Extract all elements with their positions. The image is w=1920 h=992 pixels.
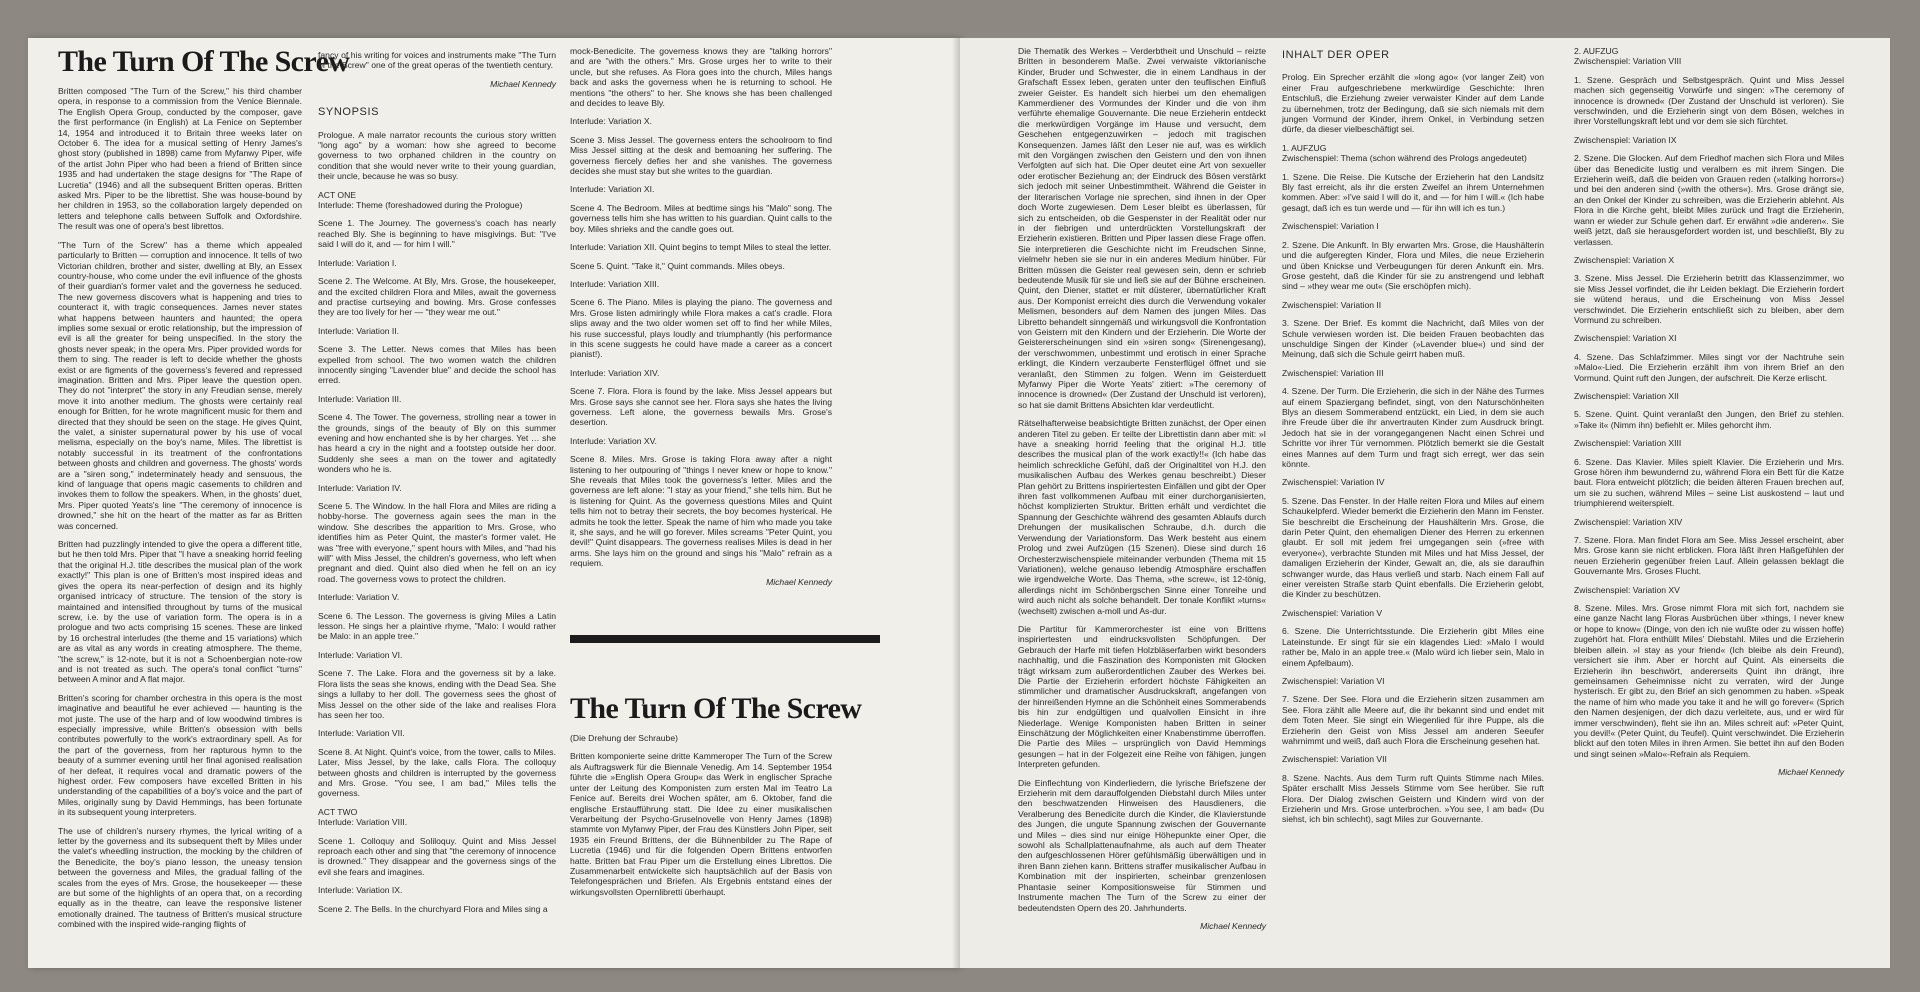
essay-paragraph: Britten had puzzlingly intended to give the opera a different title, but he then told Mrs. Piper that "I have a sneaking horrid feeling that the original H.J. title describes the musical plan of the work exactly!" This plan is one of Britten's most inspired ideas and gives the opera its near-perfection of design and its highly organised intricacy of structure. The tension of the story is maintained and intensified throughout by turns of the musical screw, i.e. by the use of variation form. The opera is in a prologue and two acts comprising 15 scenes. These are linked by 16 orchestral interludes (the theme and 15 variations) which are as vital as any words in creating atmosphere. The theme, "the screw," is 12-note, but it is not a Schoenbergian note-row and is not treated as such. The opera's tonal conflict "turns" between A minor and A flat major. bbox=[58, 539, 302, 685]
author-signature: Michael Kennedy bbox=[490, 78, 556, 89]
essay-paragraph: "The Turn of the Screw" has a theme which appealed particularly to Britten — corruption and innocence. It tells of two Victorian children, brother and sister, dwelling at Bly, an Essex country-house, who come under the evil influence of the ghosts of their guardian's former valet and the governess he seduced. The new governess discovers what is happening and tries to counteract it, with tragic consequences. James never states what happens between haunters and haunted; the opera implies some sexual or erotic relationship, but the impression of evil is all the greater for being unspecified. In the story the ghosts never speak; in the opera Mrs. Piper provided words for them to sing. The reader is left to decide whether the ghosts exist or are figments of the governess's fevered and repressed imagination. Britten and Mrs. Piper leave the question open. They do not "interpret" the story in any Freudian sense, merely move it into another medium. The ghosts were certainly real enough for Britten, for he wrote magnificent music for them and directed that they should be seen on the stage. He gives Quint, the valet, a sinister supernatural power by his use of vocal melisma, especially on the boy's name, Miles. The librettist is notably successful in its treatment of the confrontations between ghosts and children and governess. The ghosts' words are a "siren song," indeterminately heady and sensuous, the kind of language that opens magic casements to children and invokes them to follow the speakers. When, in the ghosts' duet, Mrs. Piper quoted Yeats's line "The ceremony of innocence is drowned," she hit on the heart of the matter as far as Britten was concerned. bbox=[58, 239, 302, 531]
inhalt-item: 8. Szene. Nachts. Aus dem Turm ruft Quints Stimme nach Miles. Später erschallt Miss Jessels Stimme vom See herüber. Sie ruft Flora. Der Dialog zwischen Geistern und Kindern wird von der Erzieherin und Mrs. Grose unterbrochen. »You see, I am bad« (Du siehst, ich bin schlecht), sagt Miles zur Gouvernante. bbox=[1282, 772, 1544, 825]
synopsis-prologue: Prologue. A male narrator recounts the curious story written "long ago" by a woman: how she agreed to become governess to two orphaned children in the country on condition that she would never write to their young guardian, their uncle, because he was so busy. bbox=[318, 129, 556, 182]
inhalt-item: Prolog. Ein Sprecher erzählt die »long ago« (vor langer Zeit) von einer Frau aufgeschriebene merkwürdige Geschichte: Ihren Entschluß, die Erziehung zweier verwaister Kinder auf dem Lande zu übernehmen, trotz der Bedingung, daß sie sich niemals mit dem jungen Vormund der Kinder, ihrem Onkel, in Verbindung setzen dürfe, da dieser vielbeschäftigt sei. bbox=[1282, 72, 1544, 135]
column-6 bbox=[1574, 46, 1844, 958]
synopsis-item: Scene 8. Miles. Mrs. Grose is taking Flora away after a night listening to her outpouring of "things I never knew or hope to know." She reveals that Miles took the governess's letter. Miles and the governess are left alone: "I stay as your friend," she tells him. But he is listening for Quint. As the governess questions Miles and Quint tells him not to betray their secrets, the boy becomes hysterical. He admits he took the letter. Speak the name of him who made you take it, she says, and he will go forever. Miles screams "Peter Quint, you devil!" Quint disappears. The governess realises Miles is dead in her arms. She lays him on the ground and sings his "Malo" refrain as a requiem. bbox=[570, 454, 832, 569]
inhalt-item: 6. Szene. Das Klavier. Miles spielt Klavier. Die Erzieherin und Mrs. Grose hören ihm bewundernd zu, während Flora ein Bett für die Katze baut. Flora entweicht plötzlich; die beiden älteren Frauen brechen auf, um sie zu suchen, während Miles – seine List auskostend – laut und triumphierend weiterspielt. bbox=[1574, 456, 1844, 509]
essay-paragraph: Britten's scoring for chamber orchestra in this opera is the most imaginative and beautiful he ever achieved — haunting is the mot juste. The use of the harp and of low woodwind timbres is especially impressive, while Britten's obsession with bells contributes powerfully to the work's extraordinary spell. As for the part of the governess, from her rapturous hymn to the beauty of a summer evening until her final agonised realisation of her defeat, it requires vocal and dramatic powers of the highest order. Few composers have excelled Britten in his understanding of the capabilities of a boy's voice and the part of Miles, originally sung by David Hemmings, has been fortunate in its subsequent young interpreters. bbox=[58, 692, 302, 818]
essay-ending: fancy of his writing for voices and instruments make "The Turn of the Screw" one of the great operas of the twentieth century. bbox=[318, 50, 556, 71]
inhalt-item: Zwischenspiel: Variation XIII bbox=[1574, 438, 1682, 449]
author-signature: Michael Kennedy bbox=[1778, 767, 1844, 778]
synopsis-item: Scene 6. The Piano. Miles is playing the piano. The governess and Mrs. Grose listen admiringly while Flora makes a cat's cradle. Flora slips away and the two older women set off to find her while Miles, his ruse successful, plays loudly and triumphantly (his performance in this scene suggests he could have made a career as a concert pianist!). bbox=[570, 297, 832, 360]
inhalt-item: Zwischenspiel: Variation II bbox=[1282, 299, 1382, 310]
inhalt-item: 1. Szene. Die Reise. Die Kutsche der Erzieherin hat den Landsitz Bly fast erreicht, als ihr die ersten Zweifel an ihrem Unternehmen kommen. Aber: »I've said I will do it, and — for him I will.« (Ich habe gesagt, daß ich es tun werde und — für ihn will ich es tun.) bbox=[1282, 171, 1544, 213]
column-3 bbox=[570, 46, 862, 958]
inhalt-item: 1. Szene. Gespräch und Selbstgespräch. Quint und Miss Jessel machen sich gegenseitig Vorwürfe und singen: »The ceremony of innocence is drowned« (Der Zustand der Unschuld ist verloren). Sie verschwinden, und die Erzieherin singt von dem Bösen, welches in ihrer Vorstellungskraft lebt und vor dem sie sich fürchtet. bbox=[1574, 74, 1844, 127]
interlude-variation-8: Interlude: Variation VIII. bbox=[318, 817, 408, 828]
inhalt-item: Zwischenspiel: Variation XII bbox=[1574, 390, 1679, 401]
inhalt-item: 2. Szene. Die Ankunft. In Bly erwarten Mrs. Grose, die Haushälterin und die aufgeregten Kinder, Flora und Miles, die neue Erzieherin und üben Knickse und Verbeugungen für deren Ankunft ein. Mrs. Grose gesteht, daß die Kinder für sie zu anstrengend und lebhaft sind – »they wear me out« (Sie erschöpfen mich). bbox=[1282, 239, 1544, 292]
inhalt-item: Zwischenspiel: Variation VI bbox=[1282, 675, 1385, 686]
act-two-heading: ACT TWO bbox=[318, 806, 358, 817]
page-title-english: The Turn Of The Screw bbox=[58, 45, 350, 78]
left-page bbox=[28, 38, 960, 968]
column-2 bbox=[318, 50, 556, 958]
synopsis-heading: SYNOPSIS bbox=[318, 106, 380, 119]
synopsis-item: Scene 4. The Bedroom. Miles at bedtime sings his "Malo" song. The governess tells him she has written to his guardian. Quint calls to the boy. Miles shrieks and the candle goes out. bbox=[570, 202, 832, 234]
act-one-heading: ACT ONE bbox=[318, 189, 357, 200]
synopsis-item: mock-Benedicite. The governess knows they are "talking horrors" and are "with the others." Mrs. Grose urges her to write to their uncle, but she refuses. As Flora goes into the church, Miles hangs back and asks the governess when he is returning to school. He mentions "the others" to her. She knows she has been challenged and decides to leave Bly. bbox=[570, 46, 832, 109]
synopsis-item: Interlude: Variation IX. bbox=[318, 885, 403, 896]
synopsis-item: Interlude: Variation XI. bbox=[570, 184, 655, 195]
inhalt-item: Zwischenspiel: Variation V bbox=[1282, 607, 1383, 618]
synopsis-item: Scene 8. At Night. Quint's voice, from the tower, calls to Miles. Later, Miss Jessel, by the lake, calls Flora. The colloquy between ghosts and children is interrupted by the governess and Mrs. Grose. "You see, I am bad," Miles tells the governess. bbox=[318, 746, 556, 799]
german-paragraph: Die Einflechtung von Kinderliedern, die lyrische Briefszene der Erzieherin mit dem darauffolgenden Diebstahl durch Miles unter den beschwatzenden Hinweisen des Hausdieners, die Veralberung des Benedicite durch die Kinder, die Klavierstunde des Jungen, die ungute Spannung zwischen der Gouvernante und Miles – dies sind nur einige Höhepunkte einer Oper, die sowohl als Schallplattenaufnahme, als auch auf dem Theater den aufgeschlossenen Hörer gefühlsmäßig überwältigen und in ihren Bann ziehen kann. Brittens straffer musikalischer Aufbau in Kombination mit der inspirierten, scheinbar grenzenlosen Phantasie seiner Kompositionsweise für Stimmen und Instrumente machen The Turn of the Screw zu einer der bedeutendsten Opern des 20. Jahrhunderts. bbox=[1018, 777, 1266, 913]
synopsis-item: Scene 3. Miss Jessel. The governess enters the schoolroom to find Miss Jessel sitting at the desk and bemoaning her suffering. The governess fiercely defies her and she vanishes. The governess decides she must stay but she writes to the guardian. bbox=[570, 134, 832, 177]
inhalt-item: Zwischenspiel: Variation IX bbox=[1574, 134, 1677, 145]
synopsis-item: Interlude: Variation I. bbox=[318, 257, 397, 268]
essay-paragraph: The use of children's nursery rhymes, the lyrical writing of a letter by the governess and its subsequent theft by Miles under the valet's wheedling instruction, the mocking by the children of the Benedicite, the boy's piano lesson, the uneasy tension between the governess and Miles, the gradual falling of the scales from the eyes of Mrs. Grose, the housekeeper — these are but some of the highlights of an opera that, on a recording equally as in the theatre, can leave the responsive listener emotionally drained. The tautness of Britten's musical structure combined with the inspired wide-ranging flights of bbox=[58, 825, 302, 930]
synopsis-item: Interlude: Variation VI. bbox=[318, 649, 403, 660]
inhalt-heading: INHALT DER OPER bbox=[1282, 49, 1390, 61]
inhalt-item: Zwischenspiel: Variation IV bbox=[1282, 477, 1385, 488]
synopsis-item: Interlude: Variation IV. bbox=[318, 482, 402, 493]
synopsis-item: Scene 4. The Tower. The governess, strolling near a tower in the grounds, sings of the beauty of Bly on this summer evening and how enchanted she is by her charges. Yet … she has heard a cry in the night and a footstep outside her door. Suddenly she sees a man on the tower and agitatedly wonders who he is. bbox=[318, 412, 556, 475]
synopsis-item: Interlude: Variation VII. bbox=[318, 728, 405, 739]
author-signature: Michael Kennedy bbox=[1200, 920, 1266, 931]
divider-bar bbox=[570, 635, 880, 643]
inhalt-item: Zwischenspiel: Variation VII bbox=[1282, 754, 1387, 765]
inhalt-item: 5. Szene. Quint. Quint veranlaßt den Jungen, den Brief zu stehlen. »Take it« (Nimm ihn) befiehlt er. Miles gehorcht ihm. bbox=[1574, 409, 1844, 430]
inhalt-item: 4. Szene. Der Turm. Die Erzieherin, die sich in der Nähe des Turmes auf einem Spaziergang befindet, singt, von den Naturschönheiten Blys an diesem Sommerabend entzückt, ein Lied, in dem sie auch ihre Freude über die ihr anvertrauten Kinder zum Ausdruck bringt. Jedoch hat sie in der vorangegangenen Nacht einen Schrei und Schritte vor ihrer Tür vernommen. Plötzlich bemerkt sie die Gestalt eines Mannes auf dem Turm und fragt sich erregt, wer das sein könnte. bbox=[1282, 386, 1544, 469]
inhalt-item: 2. Szene. Die Glocken. Auf dem Friedhof machen sich Flora und Miles über das Benedicite lustig und veralbern es mit ihrem Singen. Die Erzieherin weiß, daß die beiden von Grauen reden (»talking horrors«) und bei den anderen sind (»with the others«). Mrs. Grose drängt sie, an den Onkel der Kinder zu schreiben, was die Erzieherin ablehnt. Als Flora in die Kirche geht, bleibt Miles zurück und fragt die Erzieherin, wann er wieder zur Schule gehen darf. Er erwähnt »die anderen«. Sie weiß jetzt, daß sie herausgefordert worden ist, und beschließt, Bly zu verlassen. bbox=[1574, 153, 1844, 247]
inhalt-item: 3. Szene. Der Brief. Es kommt die Nachricht, daß Miles von der Schule verwiesen worden ist. Die beiden Frauen beobachten das unschuldige Singen der Kinder (»Lavender blue«) und sind der Meinung, daß sich die Schule geirrt haben muß. bbox=[1282, 318, 1544, 360]
synopsis-item: Scene 7. Flora. Flora is found by the lake. Miss Jessel appears but Mrs. Grose says she cannot see her. Flora says she hates the living governess. Left alone, the governess bewails Mrs. Grose's desertion. bbox=[570, 386, 832, 428]
inhalt-item: 2. AUFZUG Zwischenspiel: Variation VIII bbox=[1574, 46, 1682, 67]
synopsis-item: Scene 2. The Bells. In the churchyard Flora and Miles sing a bbox=[318, 903, 548, 914]
inhalt-item: 5. Szene. Das Fenster. In der Halle reiten Flora und Miles auf einem Schaukelpferd. Wieder bemerkt die Erzieherin den Mann im Fenster. Sie beschreibt die Erscheinung der Haushälterin Mrs. Grose, die darin Peter Quint, den ehemaligen Diener des Herren zu erkennen glaubt. Er soll mit jedem frei umgegangen sein (»free with everyone«), verbrachte Stunden mit Miles und hat Miss Jessel, der damaligen Erzieherin der Kinder, Gewalt an, die, als sie daraufhin schwanger wurde, das Haus verließ und starb. Nach einem Fall auf einer vereisten Straße starb Quint ebenfalls. Die Erzieherin gelobt, die Kinder zu beschützen. bbox=[1282, 495, 1544, 600]
essay-paragraph: Britten composed "The Turn of the Screw," his third chamber opera, in response to a commission from the Venice Biennale. The English Opera Group, conducted by the composer, gave the first performance (in English) at La Fenice on September 14, 1954 and introduced it to Britain three weeks later on October 6. The idea for a musical setting of Henry James's ghost story (published in 1898) came from Myfanwy Piper, wife of the artist John Piper who had been a friend of Britten since 1935 and had undertaken the stage designs for "The Rape of Lucretia" (1946) and all the subsequent Britten operas. Britten asked Mrs. Piper to be the librettist. She was house-bound by her children in 1953, so the collaboration largely depended on letters and telephone calls between Suffolk and Oxfordshire. The result was one of opera's best librettos. bbox=[58, 86, 302, 232]
synopsis-item: Scene 1. The Journey. The governess's coach has nearly reached Bly. She is beginning to have misgivings. But: "I've said I will do it, and — for him I will." bbox=[318, 218, 556, 250]
synopsis-item: Scene 2. The Welcome. At Bly, Mrs. Grose, the housekeeper, and the excited children Flora and Miles, await the governess and practise curtseying and bowing. Mrs. Grose confesses they are too lively for her — "they wear me out." bbox=[318, 276, 556, 318]
german-paragraph: Die Partitur für Kammerorchester ist eine von Brittens inspiriertesten und eindrucksvollsten Schöpfungen. Der Gebrauch der Harfe mit tiefen Holzbläserfarben wirkt besonders nachhaltig, und die Faszination des Komponisten mit Glocken trägt wirksam zum außerordentlichen Zauber des Werkes bei. Die Partie der Erzieherin erfordert höchste Fähigkeiten an stimmlicher und dramatischer Ausdruckskraft, angefangen von der hinreißenden Hymne an die Schönheit eines Sommerabends bis hin zur endgültigen und qualvollen Einsicht in ihre Niederlage. Wenige Komponisten haben Britten in seiner Einschätzung der Möglichkeiten einer Knabenstimme überroffen. Die Partie des Miles – ursprünglich von David Hemmings gesungen – hat in der Folgezeit eine Reihe von fähigen, jungen Interpreten gefunden. bbox=[1018, 623, 1266, 770]
inhalt-item: 4. Szene. Das Schlafzimmer. Miles singt vor der Nachtruhe sein »Malo«-Lied. Die Erzieherin erzählt ihm von ihrem Brief an den Vormund. Quint ruft den Jungen, der aufschreit. Die Kerze erlischt. bbox=[1574, 351, 1844, 383]
synopsis-item: Scene 6. The Lesson. The governess is giving Miles a Latin lesson. He sings her a plaintive rhyme, "Malo: I would rather be Malo: in an apple tree." bbox=[318, 610, 556, 642]
german-paragraph: Die Thematik des Werkes – Verderbtheit und Unschuld – reizte Britten in besonderem Maße. Zwei verwaiste viktorianische Kinder, Bruder und Schwester, die in einem Landhaus in der Grafschaft Essex leben, geraten unter den teuflischen Einfluß zweier Geister. Es handelt sich hierbei um den ehemaligen Kammerdiener des Vormundes der Kinder und die von ihm verführte ehemalige Gouvernante. Die neue Erzieherin entdeckt die merkwürdigen Vorgänge im Hause und versucht, dem Geschehen entgegenzuwirken – jedoch mit tragischen Konsequenzen. James läßt den Leser nie auf, was es wirklich mit den Vorgängen zwischen den Geistern und den von ihnen Verfolgten auf sich hat. Die Oper deutet eine Art von sexueller oder erotischer Beziehung an; der Eindruck des Bösen verstärkt sich jedoch mit seiner Unbestimmtheit. Während die Geister in der literarischen Vorlage nie sprechen, sind ihnen in der Oper doch Worte zugewiesen. Dem Leser bleibt es überlassen, für sich zu entscheiden, ob die Gespenster in der Realität oder nur in der fiebrigen und unterdrückten Vorstellungskraft der Erzieherin existieren. Britten und Piper lassen diese Frage offen. Sie interpretieren die Geschichte nicht im Freudschen Sinne, vielmehr heben sie sie nur in ein anderes Medium hinüber. Für Britten müssen die Geister real gewesen sein, denn er schrieb bedeutende Musik für sie und ließ sie auf der Bühne erscheinen. Quint, den Diener, stattet er mit düsterer, übernatürlicher Kraft aus. Der Komponist erreicht dies durch die Verwendung vokaler Melismen, besonders auf dem Namen des jungen Miles. Das Libretto behandelt sinngemäß und wirkungsvoll die Konfrontation von Geistern mit den Kindern und der Erzieherin. Die Worte der Geistererscheinungen sind ein »siren song« (Sirenengesang), der verschwommen, unbestimmt und erotisch in einer Sprache erklingt, die Kindern verzauberte Fensterflügel öffnet und sie veranlaßt, den Stimmen zu folgen. Wenn im Geisterduett Myfanwy Piper die Worte Yeats' zitiert: »The ceremony of innocence is drowned« (Der Zustand der Unschuld ist verloren), so hat sie damit Brittens Absichten klar verdeutlicht. bbox=[1018, 46, 1266, 410]
inhalt-item: Zwischenspiel: Variation XV bbox=[1574, 584, 1680, 595]
german-paragraph: Rätselhafterweise beabsichtigte Britten zunächst, der Oper einen anderen Titel zu geben. Er teilte der Librettistin dann aber mit: »I have a sneaking horrid feeling that the original H.J. title describes the musical plan of the work exactly!!« (Ich habe das heimlich schreckliche Gefühl, daß der Originaltitel von H.J. den musikalischen Aufbau des Werkes genau beschreibt.) Dieser Plan gehört zu Brittens inspiriertesten Einfällen und gibt der Oper ihren fast vollkommenen Aufbau mit einer durchorganisierten, höchst komplizierten Struktur. Britten erhält und verdichtet die Spannung der Geschichte während des gesamten Ablaufs durch Drehungen der musikalischen Schraube, d.h. durch die Verwendung der Variationsform. Das Werk besteht aus einem Prolog und zwei Aufzügen (15 Szenen). Diese sind durch 16 Orchesterzwischenspiele miteinander verbunden (Thema mit 15 Variationen), welche genauso lebendig Atmosphäre erschaffen wie irgendwelche Worte. Das Thema, »the screw«, ist 12-tönig, allerdings nicht im Schönbergschen Sinne einer Tonreihe und wird auch nicht als solche behandelt. Der tonale Konflikt »turns« (wechselt) zwischen a-moll und As-dur. bbox=[1018, 418, 1266, 616]
author-signature: Michael Kennedy bbox=[766, 576, 832, 587]
inhalt-item: Zwischenspiel: Variation X bbox=[1574, 254, 1675, 265]
inhalt-item: 3. Szene. Miss Jessel. Die Erzieherin betritt das Klassenzimmer, wo sie Miss Jessel vorfindet, die ihr Leiden beklagt. Die Erzieherin fordert sie wütend heraus, und die Erscheinung von Miss Jessel verschwindet. Die Erzieherin entschließt sich zu bleiben, aber dem Vormund zu schreiben. bbox=[1574, 273, 1844, 325]
inhalt-item: Zwischenspiel: Variation XIV bbox=[1574, 516, 1683, 527]
synopsis-item: Interlude: Variation XII. Quint begins to tempt Miles to steal the letter. bbox=[570, 242, 832, 253]
synopsis-item: Scene 3. The Letter. News comes that Miles has been expelled from school. The two women watch the children innocently singing "Lavender blue" and decide the school has erred. bbox=[318, 344, 556, 386]
german-intro-paragraph: Britten komponierte seine dritte Kammeroper The Turn of the Screw als Auftragswerk für die Biennale Venedig. Am 14. September 1954 führte die »English Opera Group« das Werk in englischer Sprache unter der Leitung des Komponisten zum ersten Mal im Teatro La Fenice auf. Bereits drei Wochen später, am 6. Oktober, fand die englische Erstaufführung statt. Die Idee zu einer musikalischen Verarbeitung der Psycho-Gruselnovelle von Henry James (1898) stammte von Myfanwy Piper, der Frau des Künstlers John Piper, seit 1935 ein Freund Brittens, der die Bühnenbilder zu The Rape of Lucretia (1946) und für die folgenden Opern Brittens entworfen hatte. Britten bat Frau Piper um die Erstellung eines Librettos. Die Zusammenarbeit entwickelte sich hauptsächlich auf der Basis von Telefongesprächen und Briefen. Als Ergebnis entstand eines der wirkungsvollsten Opernlibretti überhaupt. bbox=[570, 751, 832, 897]
inhalt-item: 7. Szene. Flora. Man findet Flora am See. Miss Jessel erscheint, aber Mrs. Grose kann sie nicht erblicken. Flora läßt ihren Haßgefühlen der neuen Erzieherin gegenüber freien Lauf. Allein gelassen beklagt die Gouvernante Mrs. Groses Flucht. bbox=[1574, 535, 1844, 577]
synopsis-item: Scene 5. Quint. "Take it," Quint commands. Miles obeys. bbox=[570, 260, 785, 271]
synopsis-item: Interlude: Variation XV. bbox=[570, 435, 657, 446]
interlude-theme: Interlude: Theme (foreshadowed during the Prologue) bbox=[318, 200, 523, 211]
synopsis-item: Scene 7. The Lake. Flora and the governess sit by a lake. Flora lists the seas she knows, ending with the Dead Sea. She sings a lullaby to her doll. The governess sees the ghost of Miss Jessel on the other side of the lake and realises Flora has seen her too. bbox=[318, 668, 556, 720]
synopsis-item: Interlude: Variation X. bbox=[570, 116, 653, 127]
synopsis-item: Interlude: Variation XIV. bbox=[570, 367, 660, 378]
inhalt-item: 7. Szene. Der See. Flora und die Erzieherin sitzen zusammen am See. Flora zählt alle Meere auf, die ihr bekannt sind und endet mit dem Toten Meer. Sie singt ein Wiegenlied für ihre Puppe, als die Erzieherin den Geist von Miss Jessel am anderen Seeufer wahrnimmt und weiß, daß auch Flora die Erscheinung gesehen hat. bbox=[1282, 694, 1544, 746]
synopsis-item: Interlude: Variation II. bbox=[318, 325, 400, 336]
column-4 bbox=[1018, 46, 1266, 958]
inhalt-item: 8. Szene. Miles. Mrs. Grose nimmt Flora mit sich fort, nachdem sie eine ganze Nacht lang Floras Ausbrüchen über »things, I never knew or hope to know« (Dinge, von den ich nie wußte oder zu wissen hoffe) zugehört hat. Flora enthüllt Miles' Diebstahl. Miles und die Erzieherin bleiben allein. »I stay as your friend« (Ich bleibe als dein Freund), versichert sie ihm. Aber er horcht auf Quint. Als einerseits die Erzieherin ihn beschwört, andererseits Quint ihn drängt, ihre gemeinsamen Geheimnisse nicht zu verraten, wird der Junge hysterisch. Er gibt zu, den Brief an sich genommen zu haben. »Speak the name of him who made you take it and he will go forever« (Sprich den Namen desjenigen, der dich dazu verleitete, aus, und er wird für immer verschwinden), fleht sie ihn an. Miles schreit auf: »Peter Quint, you devil!« (Peter Quint, du Teufel). Quint verschwindet. Die Erzieherin blickt auf den toten Miles in ihren Armen. Sie bettet ihn auf den Boden und singt seinen »Malo«-Refrain als Requiem. bbox=[1574, 603, 1844, 759]
synopsis-item: Scene 1. Colloquy and Soliloquy. Quint and Miss Jessel reproach each other and sing that "the ceremony of innocence is drowned." They disappear and the governess sings of the evil she fears and imagines. bbox=[318, 835, 556, 877]
inhalt-item: Zwischenspiel: Variation I bbox=[1282, 221, 1379, 232]
inhalt-item: Zwischenspiel: Variation III bbox=[1282, 367, 1384, 378]
column-5 bbox=[1282, 50, 1544, 958]
inhalt-item: 1. AUFZUG Zwischenspiel: Thema (schon während des Prologs angedeutet) bbox=[1282, 142, 1527, 164]
page-title-german: The Turn Of The Screw bbox=[570, 692, 862, 726]
synopsis-item: Interlude: Variation XIII. bbox=[570, 278, 660, 289]
synopsis-item: Scene 5. The Window. In the hall Flora and Miles are riding a hobby-horse. The governess again sees the man in the window. She describes the apparition to Mrs. Grose, who identifies him as Peter Quint, the master's former valet. He was "free with everyone," spent hours with Miles, and "had his will" with Miss Jessel, the children's governess, who left when pregnant and died. Quint also died when he fell on an icy road. The governess vows to protect the children. bbox=[318, 501, 556, 584]
synopsis-item: Interlude: Variation V. bbox=[318, 592, 400, 603]
inhalt-item: Zwischenspiel: Variation XI bbox=[1574, 333, 1677, 344]
inhalt-item: 6. Szene. Die Unterrichtsstunde. Die Erzieherin gibt Miles eine Lateinstunde. Er singt für sie ein klagendes Lied: »Malo I would rather be, Malo in an apple tree.« (Malo würd ich lieber sein, Malo in einem Apfelbaum). bbox=[1282, 626, 1544, 668]
right-page bbox=[960, 38, 1890, 968]
german-subtitle: (Die Drehung der Schraube) bbox=[570, 733, 678, 744]
synopsis-item: Interlude: Variation III. bbox=[318, 393, 402, 404]
